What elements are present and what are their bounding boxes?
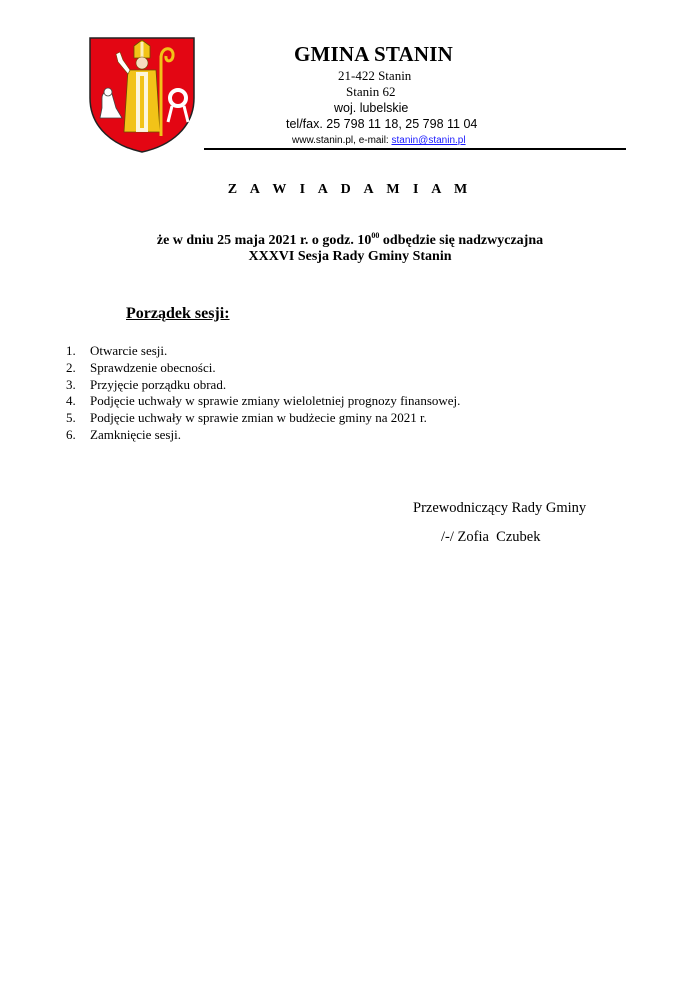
agenda-item <box>66 377 460 394</box>
agenda-item <box>66 410 460 427</box>
agenda-item <box>66 393 460 410</box>
agenda-item <box>66 360 460 377</box>
agenda-item-text: Sprawdzenie obecności. <box>90 359 216 375</box>
street-address: Stanin 62 <box>346 84 396 99</box>
agenda-list <box>66 343 460 444</box>
agenda-item-number: 4. <box>66 393 76 409</box>
agenda-title: Porządek sesji: <box>126 305 230 322</box>
signatory-role: Przewodniczący Rady Gminy <box>413 500 587 516</box>
agenda-item-number: 1. <box>66 343 76 358</box>
notice-date-text: że w dniu 25 maja 2021 r. o godz. 10 <box>156 233 372 248</box>
org-name: GMINA STANIN <box>294 42 453 66</box>
coat-of-arms-icon <box>88 36 196 154</box>
agenda-item <box>66 427 460 444</box>
signatory-name: /-/ Zofia Czubek <box>441 529 541 545</box>
region: woj. lubelskie <box>334 101 409 115</box>
agenda-item-text: Podjęcie uchwały w sprawie zmian w budżecie gminy na 2021 r. <box>90 410 427 426</box>
agenda-item-text: Otwarcie sesji. <box>90 343 168 358</box>
agenda-item <box>66 343 460 360</box>
website-text: www.stanin.pl, e-mail: <box>292 135 392 146</box>
web-email-line <box>292 135 466 146</box>
agenda-item-number: 5. <box>66 410 76 426</box>
notice-title: Z A W I A D A M I A M <box>227 182 473 197</box>
postal-address: 21-422 Stanin <box>338 68 412 83</box>
email-link[interactable]: stanin@stanin.pl <box>391 135 466 146</box>
phone-fax: tel/fax. 25 798 11 18, 25 798 11 04 <box>286 117 478 131</box>
notice-time-minutes: 00 <box>371 231 380 240</box>
agenda-item-text: Zamknięcie sesji. <box>90 426 181 442</box>
notice-line-2: XXXVI Sesja Rady Gminy Stanin <box>248 249 452 264</box>
agenda-item-text: Przyjęcie porządku obrad. <box>90 376 227 392</box>
agenda-item-number: 6. <box>66 426 76 442</box>
notice-event-text: odbędzie się nadzwyczajna <box>379 233 544 248</box>
notice-line-1 <box>0 231 700 249</box>
agenda-item-number: 3. <box>66 376 76 392</box>
header-divider <box>204 148 626 150</box>
agenda-item-text: Podjęcie uchwały w sprawie zmiany wieloletniej prognozy finansowej. <box>90 393 461 409</box>
agenda-item-number: 2. <box>66 359 76 375</box>
